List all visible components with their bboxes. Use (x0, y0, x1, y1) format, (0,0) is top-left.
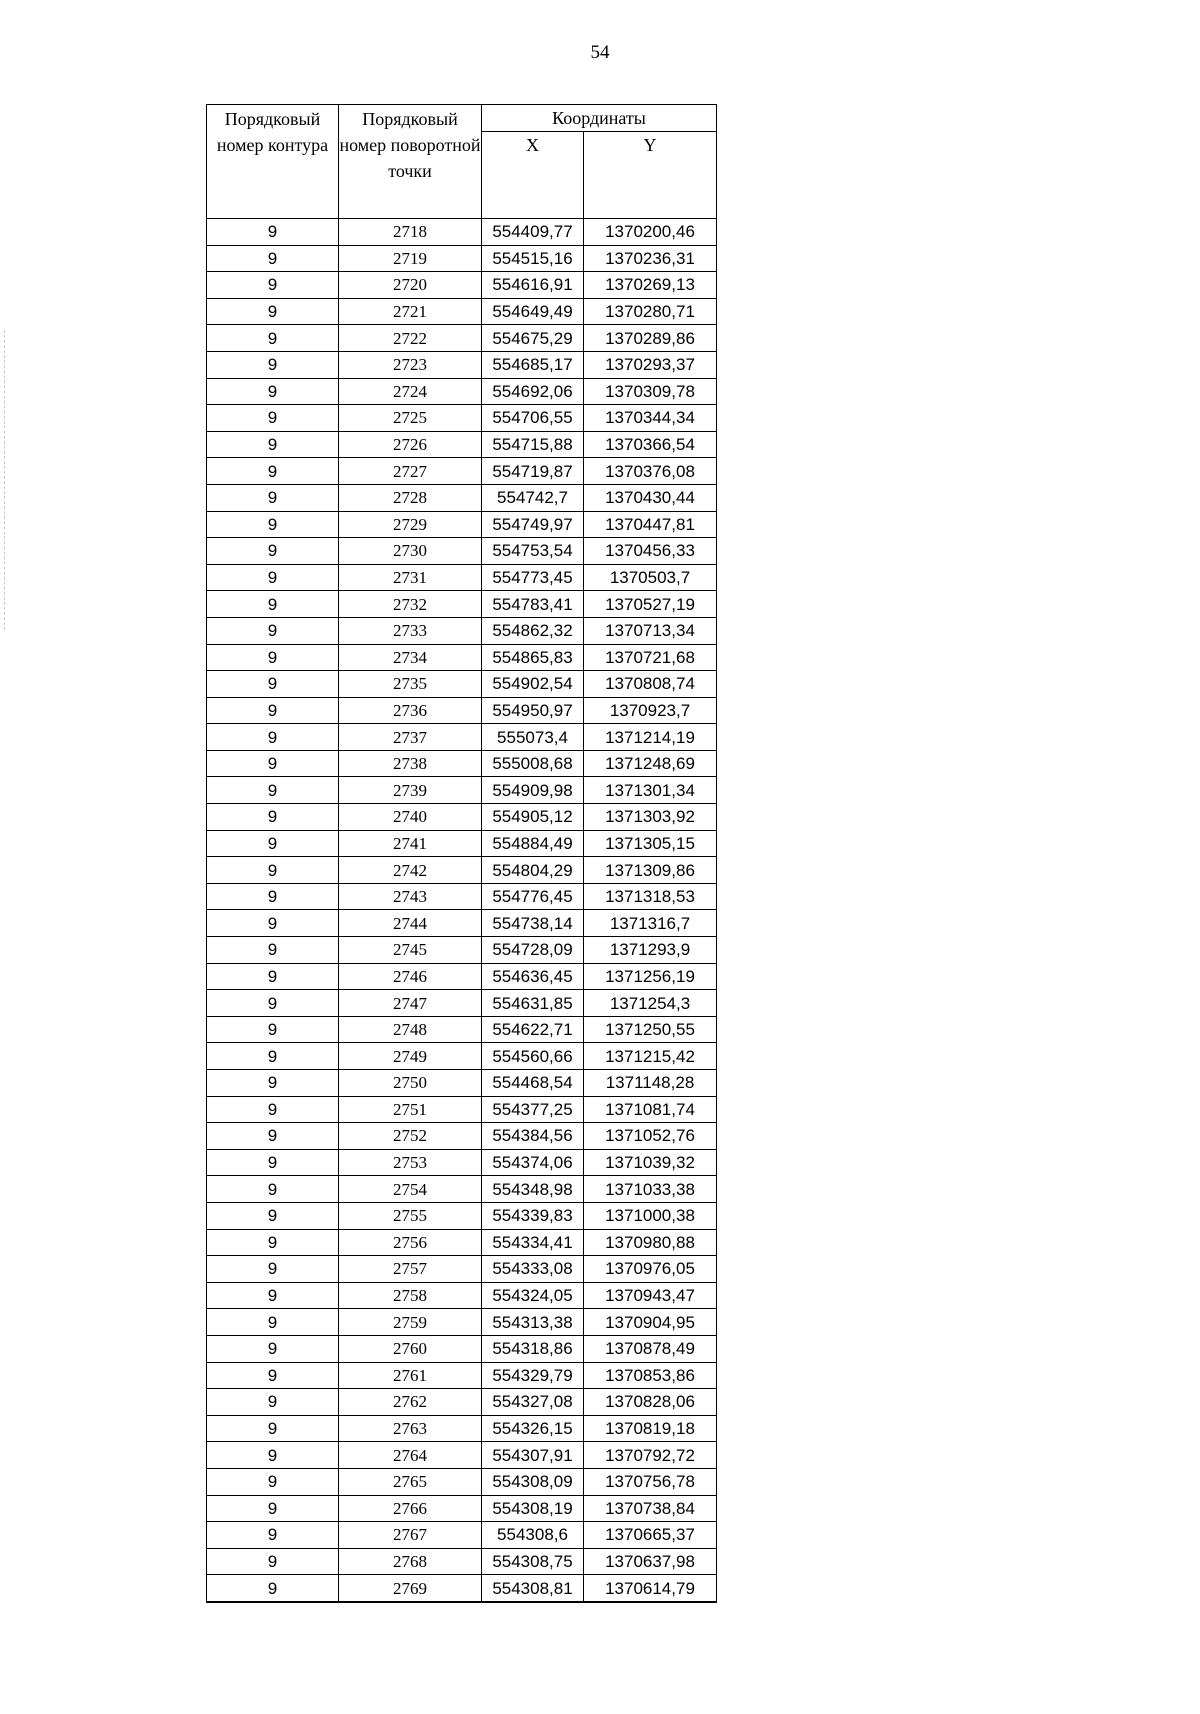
table-row (207, 644, 717, 671)
cell-x-coordinate: 554334,41 (482, 1229, 584, 1256)
table-body (207, 219, 717, 1602)
table-row (207, 1495, 717, 1522)
table-row (207, 564, 717, 591)
cell-contour-number: 9 (207, 1362, 339, 1389)
cell-y-coordinate: 1371256,19 (584, 963, 717, 990)
cell-y-coordinate: 1370665,37 (584, 1522, 717, 1549)
cell-x-coordinate: 554685,17 (482, 351, 584, 378)
table-row (207, 1123, 717, 1150)
table-row (207, 431, 717, 458)
cell-y-coordinate: 1370943,47 (584, 1282, 717, 1309)
cell-contour-number: 9 (207, 671, 339, 698)
table-row (207, 617, 717, 644)
table-row (207, 1043, 717, 1070)
cell-point-number: 2757 (339, 1256, 482, 1283)
table-row (207, 910, 717, 937)
cell-x-coordinate: 554773,45 (482, 564, 584, 591)
table-row (207, 298, 717, 325)
cell-point-number: 2759 (339, 1309, 482, 1336)
cell-contour-number: 9 (207, 272, 339, 299)
cell-contour-number: 9 (207, 1070, 339, 1097)
cell-x-coordinate: 554329,79 (482, 1362, 584, 1389)
page-number: 54 (590, 42, 610, 63)
cell-point-number: 2747 (339, 990, 482, 1017)
cell-point-number: 2750 (339, 1070, 482, 1097)
cell-x-coordinate: 554909,98 (482, 777, 584, 804)
table-row (207, 963, 717, 990)
cell-x-coordinate: 555073,4 (482, 724, 584, 751)
cell-point-number: 2766 (339, 1495, 482, 1522)
cell-x-coordinate: 554675,29 (482, 325, 584, 352)
cell-contour-number: 9 (207, 1096, 339, 1123)
cell-contour-number: 9 (207, 1309, 339, 1336)
cell-x-coordinate: 554631,85 (482, 990, 584, 1017)
table-row (207, 750, 717, 777)
cell-contour-number: 9 (207, 351, 339, 378)
cell-x-coordinate: 554326,15 (482, 1415, 584, 1442)
cell-x-coordinate: 554348,98 (482, 1176, 584, 1203)
cell-y-coordinate: 1370280,71 (584, 298, 717, 325)
cell-x-coordinate: 554308,09 (482, 1468, 584, 1495)
cell-y-coordinate: 1371316,7 (584, 910, 717, 937)
table-row (207, 245, 717, 272)
cell-x-coordinate: 555008,68 (482, 750, 584, 777)
cell-point-number: 2745 (339, 937, 482, 964)
table-row (207, 219, 717, 246)
cell-point-number: 2751 (339, 1096, 482, 1123)
cell-y-coordinate: 1370721,68 (584, 644, 717, 671)
table-row (207, 458, 717, 485)
cell-contour-number: 9 (207, 1282, 339, 1309)
cell-y-coordinate: 1370503,7 (584, 564, 717, 591)
table-row (207, 1070, 717, 1097)
cell-point-number: 2754 (339, 1176, 482, 1203)
cell-y-coordinate: 1371052,76 (584, 1123, 717, 1150)
cell-contour-number: 9 (207, 1229, 339, 1256)
cell-y-coordinate: 1371301,34 (584, 777, 717, 804)
cell-point-number: 2733 (339, 617, 482, 644)
cell-contour-number: 9 (207, 990, 339, 1017)
scan-margin-marks (4, 330, 7, 630)
cell-point-number: 2738 (339, 750, 482, 777)
cell-contour-number: 9 (207, 830, 339, 857)
cell-point-number: 2726 (339, 431, 482, 458)
cell-contour-number: 9 (207, 937, 339, 964)
table-row (207, 1096, 717, 1123)
cell-point-number: 2719 (339, 245, 482, 272)
cell-y-coordinate: 1370366,54 (584, 431, 717, 458)
cell-y-coordinate: 1371303,92 (584, 804, 717, 831)
cell-y-coordinate: 1371248,69 (584, 750, 717, 777)
cell-contour-number: 9 (207, 697, 339, 724)
table-row (207, 883, 717, 910)
cell-x-coordinate: 554749,97 (482, 511, 584, 538)
table-row (207, 405, 717, 432)
cell-y-coordinate: 1370738,84 (584, 1495, 717, 1522)
cell-point-number: 2746 (339, 963, 482, 990)
cell-contour-number: 9 (207, 431, 339, 458)
table-row (207, 1335, 717, 1362)
cell-x-coordinate: 554884,49 (482, 830, 584, 857)
cell-x-coordinate: 554804,29 (482, 857, 584, 884)
cell-y-coordinate: 1370430,44 (584, 484, 717, 511)
cell-y-coordinate: 1370527,19 (584, 591, 717, 618)
cell-point-number: 2749 (339, 1043, 482, 1070)
cell-point-number: 2729 (339, 511, 482, 538)
cell-x-coordinate: 554384,56 (482, 1123, 584, 1150)
table-row (207, 591, 717, 618)
cell-y-coordinate: 1370344,34 (584, 405, 717, 432)
cell-point-number: 2731 (339, 564, 482, 591)
cell-contour-number: 9 (207, 1442, 339, 1469)
cell-y-coordinate: 1370976,05 (584, 1256, 717, 1283)
header-x: X (482, 132, 584, 219)
cell-x-coordinate: 554950,97 (482, 697, 584, 724)
cell-point-number: 2727 (339, 458, 482, 485)
table-header (207, 105, 717, 219)
table-row (207, 990, 717, 1017)
cell-contour-number: 9 (207, 511, 339, 538)
cell-x-coordinate: 554738,14 (482, 910, 584, 937)
cell-x-coordinate: 554636,45 (482, 963, 584, 990)
cell-point-number: 2762 (339, 1389, 482, 1416)
cell-x-coordinate: 554902,54 (482, 671, 584, 698)
cell-point-number: 2769 (339, 1575, 482, 1602)
table-row (207, 777, 717, 804)
header-y: Y (584, 132, 717, 219)
cell-point-number: 2758 (339, 1282, 482, 1309)
table-row (207, 1309, 717, 1336)
header-coordinates: Координаты (482, 105, 717, 132)
cell-y-coordinate: 1371309,86 (584, 857, 717, 884)
cell-x-coordinate: 554333,08 (482, 1256, 584, 1283)
table-row (207, 671, 717, 698)
cell-contour-number: 9 (207, 378, 339, 405)
table-row (207, 325, 717, 352)
cell-contour-number: 9 (207, 1575, 339, 1602)
cell-contour-number: 9 (207, 777, 339, 804)
table-row (207, 804, 717, 831)
cell-y-coordinate: 1371305,15 (584, 830, 717, 857)
cell-contour-number: 9 (207, 883, 339, 910)
table-row (207, 272, 717, 299)
cell-x-coordinate: 554865,83 (482, 644, 584, 671)
cell-x-coordinate: 554515,16 (482, 245, 584, 272)
cell-contour-number: 9 (207, 910, 339, 937)
table-row (207, 378, 717, 405)
cell-y-coordinate: 1371215,42 (584, 1043, 717, 1070)
cell-x-coordinate: 554308,75 (482, 1548, 584, 1575)
cell-y-coordinate: 1370878,49 (584, 1335, 717, 1362)
cell-point-number: 2767 (339, 1522, 482, 1549)
cell-point-number: 2722 (339, 325, 482, 352)
cell-contour-number: 9 (207, 617, 339, 644)
cell-contour-number: 9 (207, 724, 339, 751)
cell-point-number: 2748 (339, 1016, 482, 1043)
cell-x-coordinate: 554728,09 (482, 937, 584, 964)
table-row (207, 937, 717, 964)
cell-y-coordinate: 1370756,78 (584, 1468, 717, 1495)
cell-point-number: 2724 (339, 378, 482, 405)
cell-x-coordinate: 554715,88 (482, 431, 584, 458)
cell-y-coordinate: 1370980,88 (584, 1229, 717, 1256)
table-row (207, 351, 717, 378)
cell-x-coordinate: 554318,86 (482, 1335, 584, 1362)
table-row (207, 1415, 717, 1442)
header-contour-number: Порядковый номер контура (207, 105, 339, 219)
cell-point-number: 2744 (339, 910, 482, 937)
cell-point-number: 2768 (339, 1548, 482, 1575)
cell-x-coordinate: 554783,41 (482, 591, 584, 618)
cell-point-number: 2728 (339, 484, 482, 511)
cell-y-coordinate: 1370447,81 (584, 511, 717, 538)
table-row (207, 1522, 717, 1549)
table-row (207, 857, 717, 884)
cell-point-number: 2721 (339, 298, 482, 325)
table-row (207, 1202, 717, 1229)
cell-contour-number: 9 (207, 564, 339, 591)
cell-y-coordinate: 1370853,86 (584, 1362, 717, 1389)
cell-point-number: 2734 (339, 644, 482, 671)
table-row (207, 697, 717, 724)
cell-x-coordinate: 554324,05 (482, 1282, 584, 1309)
cell-point-number: 2741 (339, 830, 482, 857)
cell-y-coordinate: 1370819,18 (584, 1415, 717, 1442)
table-row (207, 1256, 717, 1283)
table-row (207, 484, 717, 511)
cell-point-number: 2763 (339, 1415, 482, 1442)
coordinates-table (206, 104, 717, 1603)
cell-point-number: 2739 (339, 777, 482, 804)
cell-y-coordinate: 1371318,53 (584, 883, 717, 910)
cell-x-coordinate: 554409,77 (482, 219, 584, 246)
cell-x-coordinate: 554616,91 (482, 272, 584, 299)
table-row (207, 1229, 717, 1256)
cell-contour-number: 9 (207, 750, 339, 777)
cell-y-coordinate: 1370456,33 (584, 538, 717, 565)
table-row (207, 1389, 717, 1416)
cell-x-coordinate: 554560,66 (482, 1043, 584, 1070)
cell-y-coordinate: 1370713,34 (584, 617, 717, 644)
table-row (207, 511, 717, 538)
cell-contour-number: 9 (207, 458, 339, 485)
cell-x-coordinate: 554753,54 (482, 538, 584, 565)
cell-x-coordinate: 554374,06 (482, 1149, 584, 1176)
cell-y-coordinate: 1371254,3 (584, 990, 717, 1017)
cell-contour-number: 9 (207, 1149, 339, 1176)
cell-y-coordinate: 1371214,19 (584, 724, 717, 751)
cell-contour-number: 9 (207, 963, 339, 990)
table-row (207, 1468, 717, 1495)
cell-x-coordinate: 554905,12 (482, 804, 584, 831)
cell-point-number: 2725 (339, 405, 482, 432)
cell-x-coordinate: 554327,08 (482, 1389, 584, 1416)
cell-point-number: 2735 (339, 671, 482, 698)
table-row (207, 1442, 717, 1469)
cell-x-coordinate: 554377,25 (482, 1096, 584, 1123)
cell-contour-number: 9 (207, 591, 339, 618)
cell-x-coordinate: 554308,6 (482, 1522, 584, 1549)
table-row (207, 1362, 717, 1389)
cell-y-coordinate: 1370792,72 (584, 1442, 717, 1469)
cell-contour-number: 9 (207, 1495, 339, 1522)
cell-point-number: 2764 (339, 1442, 482, 1469)
table-row (207, 1149, 717, 1176)
cell-point-number: 2765 (339, 1468, 482, 1495)
table-row (207, 724, 717, 751)
cell-point-number: 2753 (339, 1149, 482, 1176)
cell-contour-number: 9 (207, 1043, 339, 1070)
cell-x-coordinate: 554308,19 (482, 1495, 584, 1522)
table-row (207, 538, 717, 565)
cell-x-coordinate: 554862,32 (482, 617, 584, 644)
cell-contour-number: 9 (207, 325, 339, 352)
cell-y-coordinate: 1370614,79 (584, 1575, 717, 1602)
cell-contour-number: 9 (207, 1256, 339, 1283)
cell-x-coordinate: 554468,54 (482, 1070, 584, 1097)
cell-point-number: 2737 (339, 724, 482, 751)
cell-x-coordinate: 554308,81 (482, 1575, 584, 1602)
cell-contour-number: 9 (207, 298, 339, 325)
table-row (207, 1548, 717, 1575)
cell-y-coordinate: 1370269,13 (584, 272, 717, 299)
cell-y-coordinate: 1371039,32 (584, 1149, 717, 1176)
cell-y-coordinate: 1370808,74 (584, 671, 717, 698)
header-point-number: Порядковый номер поворотной точки (339, 105, 482, 219)
cell-x-coordinate: 554706,55 (482, 405, 584, 432)
cell-x-coordinate: 554719,87 (482, 458, 584, 485)
cell-point-number: 2752 (339, 1123, 482, 1150)
cell-contour-number: 9 (207, 405, 339, 432)
cell-contour-number: 9 (207, 538, 339, 565)
cell-y-coordinate: 1370923,7 (584, 697, 717, 724)
table-row (207, 830, 717, 857)
cell-point-number: 2736 (339, 697, 482, 724)
cell-point-number: 2720 (339, 272, 482, 299)
cell-contour-number: 9 (207, 857, 339, 884)
cell-contour-number: 9 (207, 219, 339, 246)
cell-contour-number: 9 (207, 484, 339, 511)
cell-contour-number: 9 (207, 1123, 339, 1150)
cell-point-number: 2732 (339, 591, 482, 618)
cell-point-number: 2760 (339, 1335, 482, 1362)
cell-contour-number: 9 (207, 1548, 339, 1575)
table-row (207, 1575, 717, 1602)
cell-point-number: 2723 (339, 351, 482, 378)
cell-y-coordinate: 1371081,74 (584, 1096, 717, 1123)
cell-y-coordinate: 1371250,55 (584, 1016, 717, 1043)
cell-contour-number: 9 (207, 1202, 339, 1229)
cell-contour-number: 9 (207, 1415, 339, 1442)
cell-point-number: 2756 (339, 1229, 482, 1256)
cell-point-number: 2740 (339, 804, 482, 831)
cell-x-coordinate: 554649,49 (482, 298, 584, 325)
cell-contour-number: 9 (207, 644, 339, 671)
cell-y-coordinate: 1371000,38 (584, 1202, 717, 1229)
cell-contour-number: 9 (207, 1016, 339, 1043)
table-row (207, 1282, 717, 1309)
cell-y-coordinate: 1371293,9 (584, 937, 717, 964)
cell-y-coordinate: 1370828,06 (584, 1389, 717, 1416)
table-row (207, 1016, 717, 1043)
cell-point-number: 2730 (339, 538, 482, 565)
cell-x-coordinate: 554622,71 (482, 1016, 584, 1043)
table-row (207, 1176, 717, 1203)
cell-y-coordinate: 1371148,28 (584, 1070, 717, 1097)
cell-y-coordinate: 1370904,95 (584, 1309, 717, 1336)
cell-y-coordinate: 1370309,78 (584, 378, 717, 405)
cell-contour-number: 9 (207, 1522, 339, 1549)
cell-contour-number: 9 (207, 1176, 339, 1203)
cell-y-coordinate: 1370637,98 (584, 1548, 717, 1575)
cell-y-coordinate: 1370293,37 (584, 351, 717, 378)
cell-x-coordinate: 554313,38 (482, 1309, 584, 1336)
cell-y-coordinate: 1370236,31 (584, 245, 717, 272)
cell-contour-number: 9 (207, 804, 339, 831)
cell-point-number: 2718 (339, 219, 482, 246)
cell-contour-number: 9 (207, 245, 339, 272)
cell-y-coordinate: 1371033,38 (584, 1176, 717, 1203)
cell-x-coordinate: 554692,06 (482, 378, 584, 405)
cell-contour-number: 9 (207, 1335, 339, 1362)
cell-x-coordinate: 554307,91 (482, 1442, 584, 1469)
cell-point-number: 2743 (339, 883, 482, 910)
cell-point-number: 2755 (339, 1202, 482, 1229)
cell-x-coordinate: 554742,7 (482, 484, 584, 511)
cell-y-coordinate: 1370200,46 (584, 219, 717, 246)
cell-point-number: 2742 (339, 857, 482, 884)
cell-x-coordinate: 554776,45 (482, 883, 584, 910)
cell-y-coordinate: 1370289,86 (584, 325, 717, 352)
cell-y-coordinate: 1370376,08 (584, 458, 717, 485)
cell-point-number: 2761 (339, 1362, 482, 1389)
cell-contour-number: 9 (207, 1389, 339, 1416)
cell-x-coordinate: 554339,83 (482, 1202, 584, 1229)
cell-contour-number: 9 (207, 1468, 339, 1495)
